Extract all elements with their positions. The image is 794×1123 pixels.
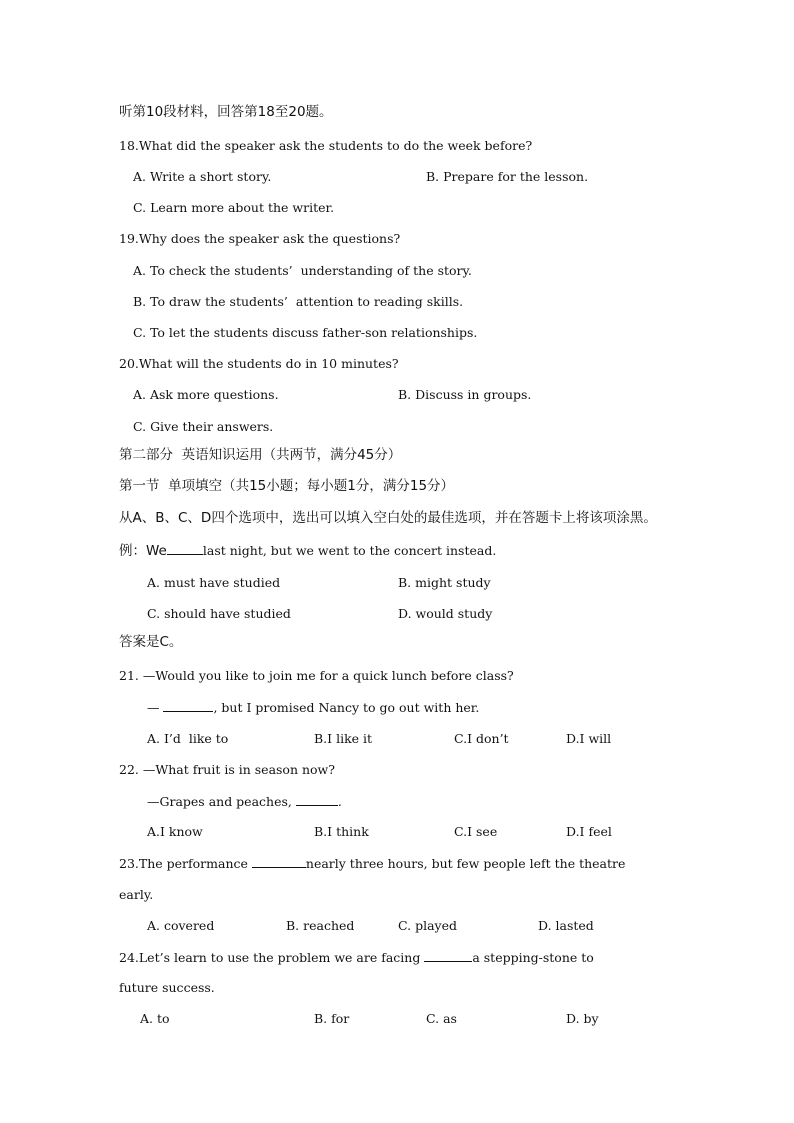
question-20-option-a: A. Ask more questions. — [133, 387, 279, 402]
question-24-stem — [119, 949, 594, 966]
question-22-option-d: D.I feel — [566, 824, 612, 839]
question-24-option-b: B. for — [314, 1011, 350, 1026]
example-blank — [167, 542, 203, 555]
question-22-blank — [296, 793, 338, 806]
example-stem — [119, 542, 496, 559]
question-23-stem — [119, 855, 625, 872]
question-23-option-a: A. covered — [147, 918, 215, 933]
question-24-option-c: C. as — [426, 1011, 457, 1026]
question-21-option-a: A. I’d like to — [147, 731, 229, 746]
section-listening-heading: 听第10段材料，回答第18至20题。 — [119, 104, 333, 120]
question-22-option-b: B.I think — [314, 824, 369, 839]
question-22-option-a: A.I know — [147, 824, 203, 839]
question-21-reply — [147, 699, 479, 716]
question-21-option-b: B.I like it — [314, 731, 373, 746]
question-22-reply-prefix: —Grapes and peaches, — [147, 794, 292, 809]
question-18-option-a: A. Write a short story. — [133, 169, 272, 184]
example-option-c: C. should have studied — [147, 606, 291, 621]
question-19-option-c: C. To let the students discuss father-son relationships. — [133, 325, 478, 340]
question-24-stem-suffix: a stepping-stone to — [472, 950, 594, 965]
part2-heading: 第二部分 英语知识运用（共两节，满分45分） — [119, 447, 402, 463]
question-23-option-b: B. reached — [286, 918, 355, 933]
question-21-blank — [163, 699, 213, 712]
instruction-text: 从A、B、C、D四个选项中，选出可以填入空白处的最佳选项，并在答题卡上将该项涂黑。 — [119, 510, 657, 526]
question-23-option-c: C. played — [398, 918, 457, 933]
question-23-option-d: D. lasted — [538, 918, 594, 933]
example-answer: 答案是C。 — [119, 634, 183, 650]
question-20-option-b: B. Discuss in groups. — [398, 387, 532, 402]
question-24-stem-prefix: 24.Let’s learn to use the problem we are facing — [119, 950, 421, 965]
question-23-stem-suffix: nearly three hours, but few people left the theatre — [305, 856, 626, 871]
question-18-option-b: B. Prepare for the lesson. — [426, 169, 589, 184]
question-23-stem-continuation: early. — [119, 887, 154, 902]
question-24-stem-continuation: future success. — [119, 980, 215, 995]
question-24-option-d: D. by — [566, 1011, 599, 1026]
example-option-a: A. must have studied — [147, 575, 281, 590]
question-24-blank — [424, 949, 472, 962]
question-19-option-b: B. To draw the students’ attention to reading skills. — [133, 294, 464, 309]
question-22-option-c: C.I see — [454, 824, 498, 839]
example-option-b: B. might study — [398, 575, 491, 590]
question-19-stem: 19.Why does the speaker ask the questions? — [119, 231, 401, 246]
section1-heading: 第一节 单项填空（共15小题；每小题1分，满分15分） — [119, 478, 455, 494]
question-21-stem: 21. —Would you like to join me for a quick lunch before class? — [119, 668, 514, 683]
question-19-option-a: A. To check the students’ understanding of the story. — [133, 263, 472, 278]
question-21-reply-prefix: — — [147, 700, 160, 715]
question-22-stem: 22. —What fruit is in season now? — [119, 762, 335, 777]
question-20-stem: 20.What will the students do in 10 minutes? — [119, 356, 399, 371]
example-option-d: D. would study — [398, 606, 493, 621]
question-18-option-c: C. Learn more about the writer. — [133, 200, 335, 215]
question-21-reply-suffix: , but I promised Nancy to go out with her. — [213, 700, 480, 715]
question-23-blank — [252, 855, 306, 868]
question-24-option-a: A. to — [140, 1011, 170, 1026]
question-22-reply-suffix: . — [337, 794, 342, 809]
question-18-stem: 18.What did the speaker ask the students to do the week before? — [119, 138, 533, 153]
question-21-option-d: D.I will — [566, 731, 612, 746]
question-20-option-c: C. Give their answers. — [133, 419, 274, 434]
example-prefix: 例：We — [119, 543, 167, 559]
example-suffix: last night, but we went to the concert instead. — [202, 543, 497, 558]
question-23-stem-prefix: 23.The performance — [119, 856, 248, 871]
question-21-option-c: C.I don’t — [454, 731, 509, 746]
question-22-reply — [147, 793, 342, 810]
